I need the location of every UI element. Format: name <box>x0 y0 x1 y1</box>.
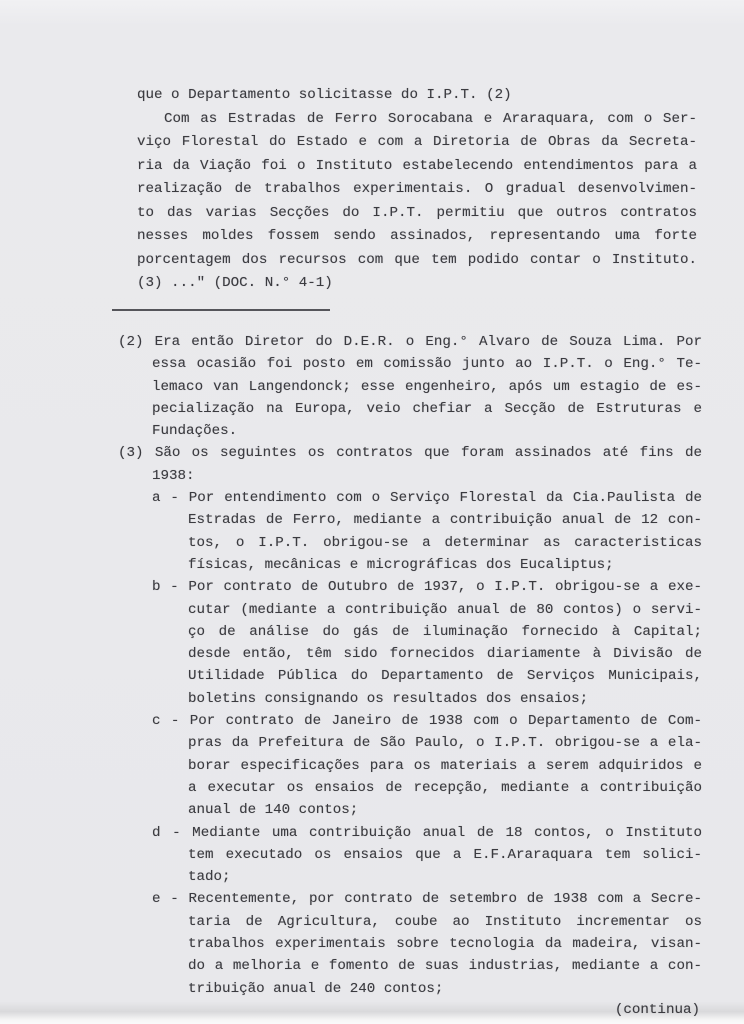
footnote-line: a - Por entendimento com o Serviço Florestal da Cia.Paulista de <box>152 490 702 507</box>
footnote-line: Fundações. <box>152 423 238 440</box>
footnote-2 <box>118 331 702 442</box>
footnote-line: Utilidade Pública do Departamento de Serviços Municipais, <box>188 668 702 685</box>
quote-line: viço Florestal do Estado e com a Diretoria de Obras da Secreta- <box>137 134 697 150</box>
footnote-line: tos, o I.P.T. obrigou-se a determinar as caracteristicas <box>188 534 702 551</box>
footnote-line: e - Recentemente, por contrato de setembro de 1938 com a Secre- <box>152 891 702 908</box>
footnote-separator <box>112 309 330 311</box>
footnote-line: anual de 140 contos; <box>188 802 359 819</box>
footnote-line: a executar os ensaios de recepção, mediante a contribuição <box>188 779 702 796</box>
quote-line: porcentagem dos recursos com que tem podido contar o Instituto. <box>137 251 697 268</box>
footnote-line: cutar (mediante a contribuição anual de 80 contos) o servi- <box>188 601 702 618</box>
footnote-3 <box>118 442 702 999</box>
quote-line: (3) ..." (DOC. N.° 4-1) <box>137 275 333 291</box>
footnote-line: 1938: <box>152 467 195 484</box>
footnote-item-a <box>118 487 702 576</box>
quote-line: nesses moldes fossem sendo assinados, representando uma forte <box>137 228 697 244</box>
footnote-line: tem executado os ensaios que a E.F.Araraquara tem solici- <box>188 846 702 863</box>
footnote-line: boletins consignando os resultados dos ensaios; <box>188 690 589 707</box>
continuation-marker: (continua) <box>614 1002 700 1018</box>
quote-line: to das varias Secções do I.P.T. permitiu que outros contratos <box>137 204 697 221</box>
footnote-line: (2) Era então Diretor do D.E.R. o Eng.° Alvaro de Souza Lima. Por <box>118 334 702 350</box>
footnote-line: Estradas de Ferro, mediante a contribuição anual de 12 con- <box>188 512 702 529</box>
footnote-line: tado; <box>188 869 231 886</box>
footnote-line: desde então, têm sido fornecidos diariamente à Divisão de <box>188 646 702 663</box>
footnote-item-b <box>118 576 702 710</box>
footnote-line: do a melhoria e fomento de suas industrias, mediante a con- <box>188 958 702 975</box>
footnote-line: tribuição anual de 240 contos; <box>188 980 444 997</box>
quote-line: realização de trabalhos experimentais. O gradual desenvolvimen- <box>137 181 697 197</box>
footnote-line: trabalhos experimentais sobre tecnologia da madeira, visan- <box>188 936 702 953</box>
footnote-item-d <box>118 822 702 889</box>
quoted-passage <box>137 84 697 296</box>
footnote-item-c <box>118 710 702 821</box>
footnote-line: físicas, mecânicas e micrográficas dos Eucaliptus; <box>188 556 614 573</box>
footnote-line: taria de Agricultura, coube ao Instituto incrementar os <box>188 913 702 930</box>
footnote-line: d - Mediante uma contribuição anual de 18 contos, o Instituto <box>152 824 702 841</box>
quote-line: que o Departamento solicitasse do I.P.T. (2) <box>137 87 512 103</box>
footnotes-section <box>118 331 702 1000</box>
footnote-line: (3) São os seguintes os contratos que foram assinados até fins de <box>118 445 702 462</box>
footnote-line: borar especificações para os materiais a serem adquiridos e <box>188 757 702 774</box>
quote-line: Com as Estradas de Ferro Sorocabana e Araraquara, com o Ser- <box>164 110 697 127</box>
footnote-line: c - Por contrato de Janeiro de 1938 com o Departamento de Com- <box>152 713 702 730</box>
footnote-line: lemaco van Langendonck; esse engenheiro, após um estagio de es- <box>152 378 702 395</box>
footnote-item-e <box>118 888 702 999</box>
footnote-line: pras da Prefeitura de São Paulo, o I.P.T. obrigou-se a ela- <box>188 735 702 752</box>
footnote-line: pecialização na Europa, veio chefiar a Secção de Estruturas e <box>152 400 702 417</box>
footnote-line: ço de análise do gás de iluminação fornecido à Capital; <box>188 623 702 640</box>
footnote-line: b - Por contrato de Outubro de 1937, o I.P.T. obrigou-se a exe- <box>152 579 702 596</box>
quote-line: ria da Viação foi o Instituto estabelecendo entendimentos para a <box>137 157 697 174</box>
footnote-line: essa ocasião foi posto em comissão junto ao I.P.T. o Eng.° Te- <box>152 356 702 373</box>
